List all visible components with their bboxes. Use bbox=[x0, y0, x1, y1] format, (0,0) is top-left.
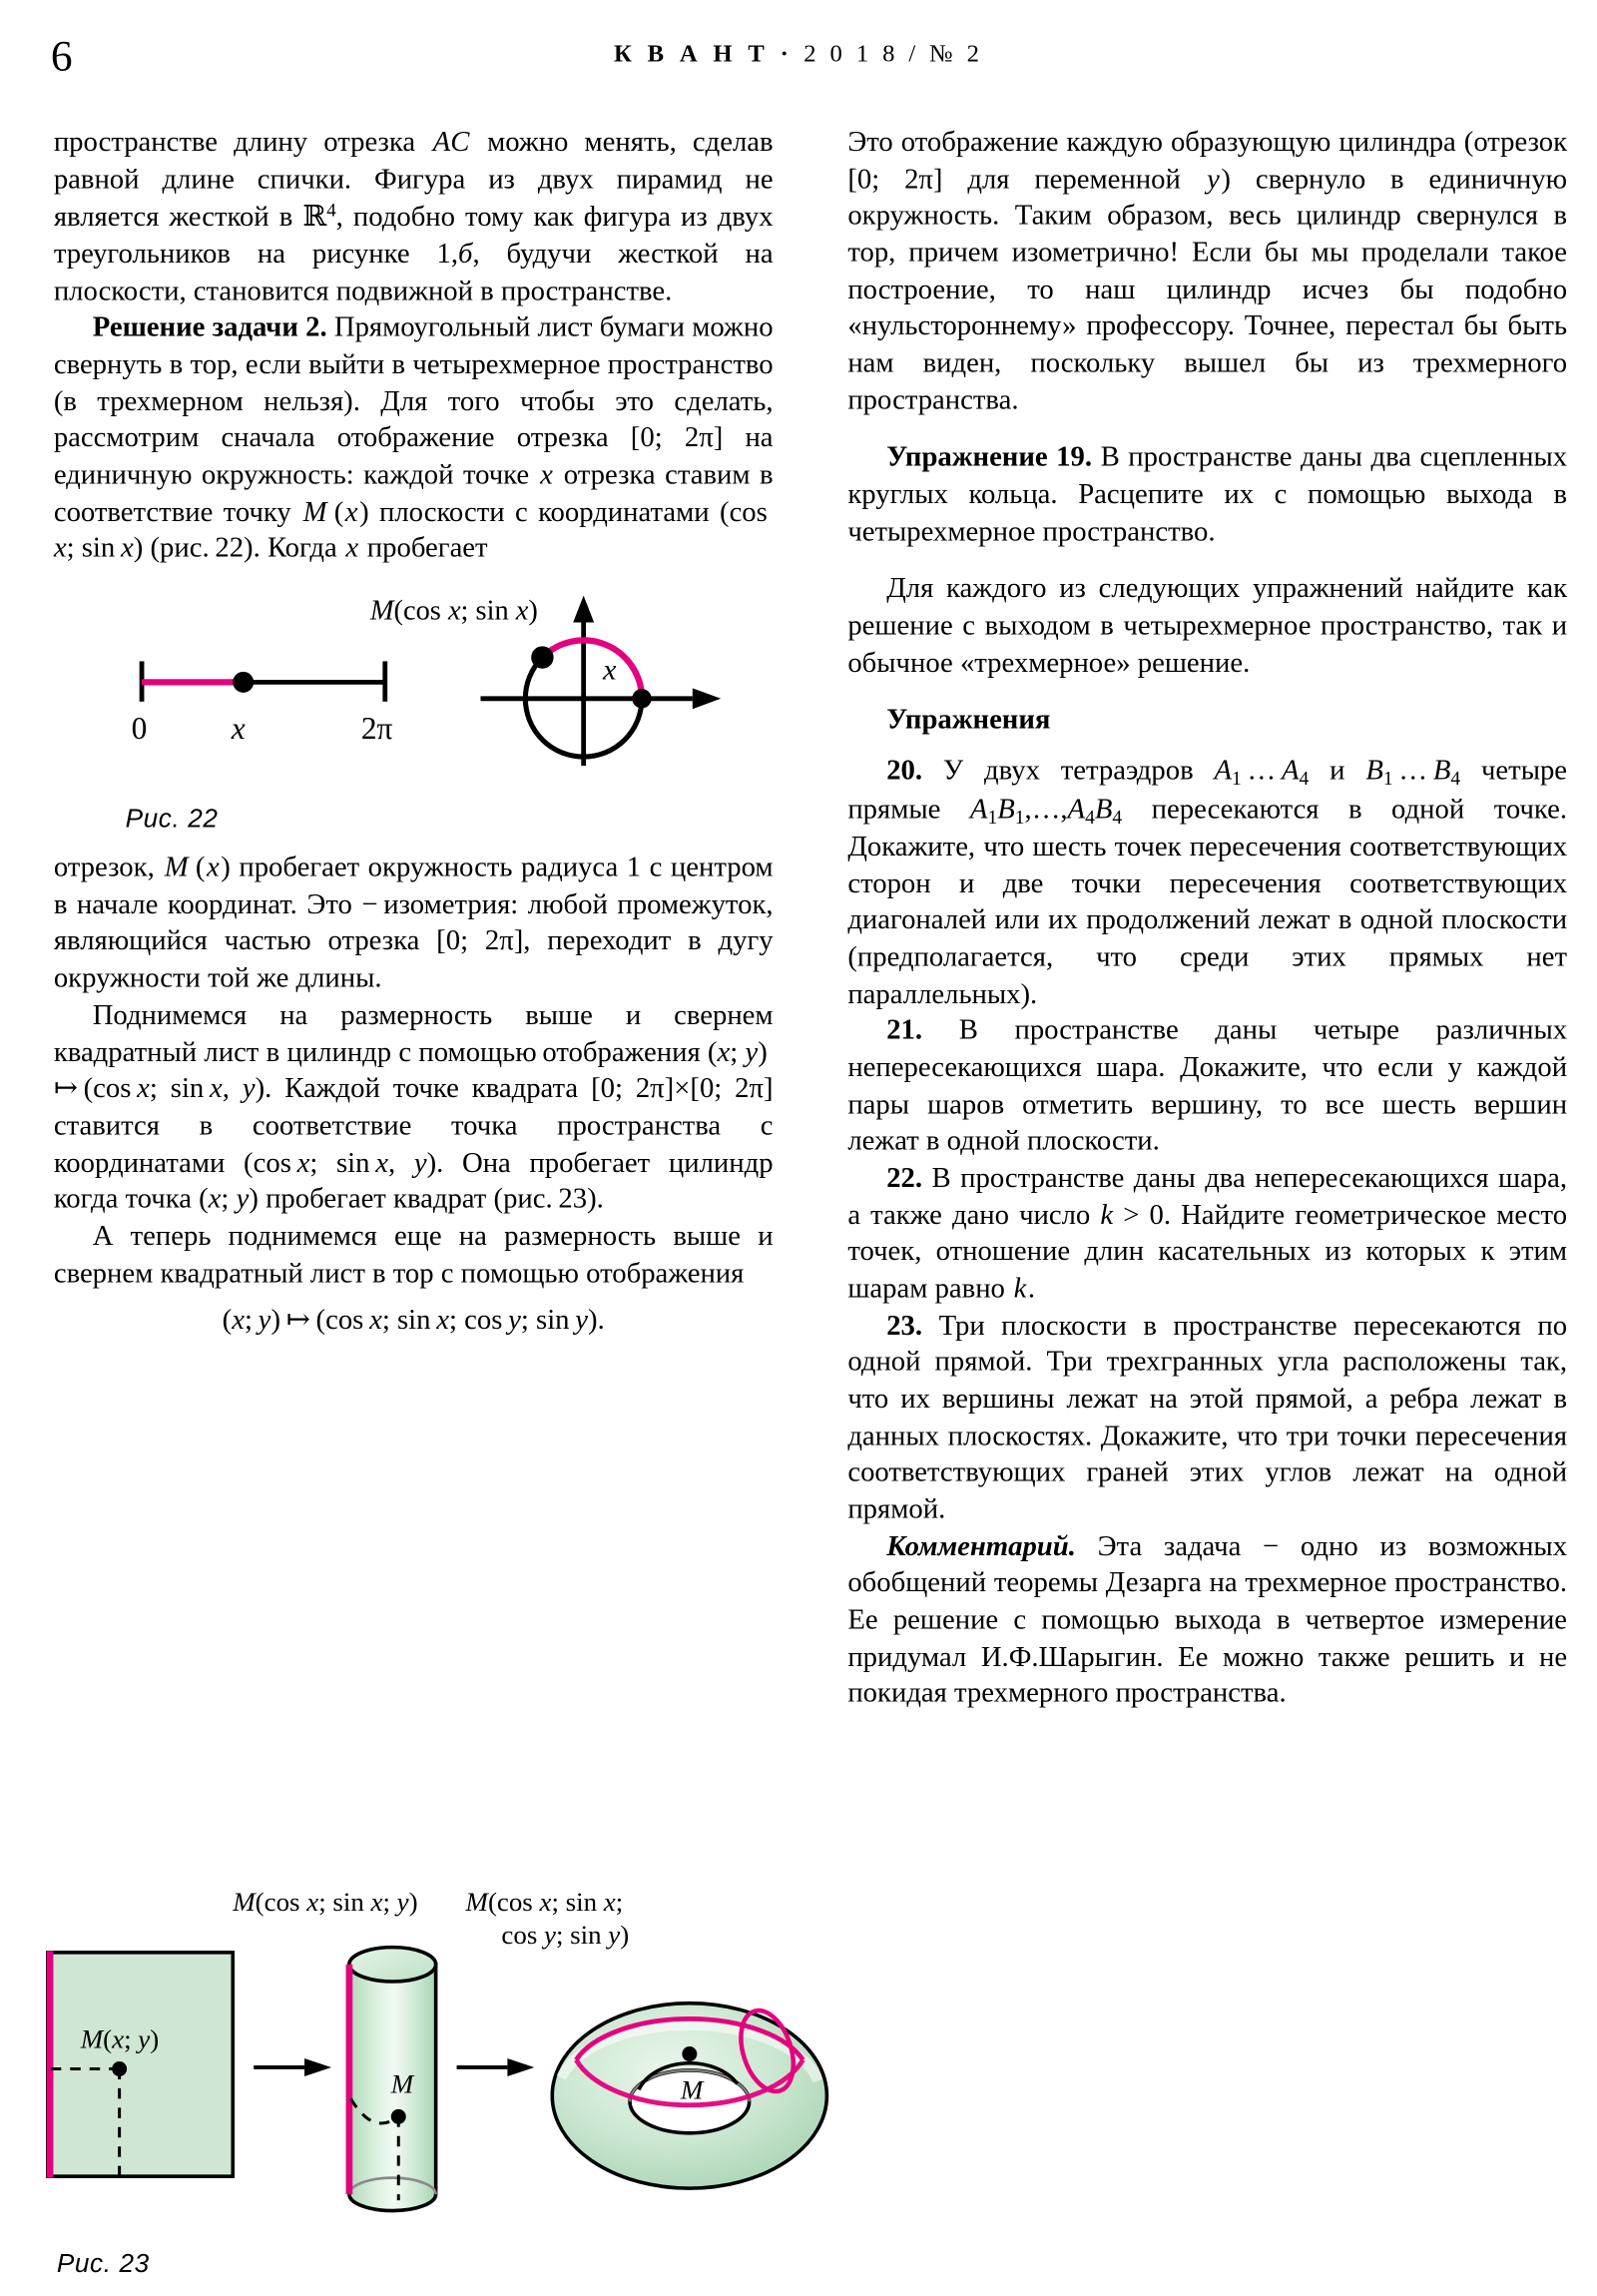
journal-title: К В А Н Т bbox=[614, 38, 770, 68]
segment-point-x bbox=[233, 672, 254, 693]
exercises-heading-wrap bbox=[847, 704, 1567, 741]
paragraph-continued: пространстве длину отрезка AC можно менять, сделав равной длине спички. Фигура из двух пирамид не является жесткой в ℝ$^4$, подобно тому как фигура из двух треугольников на рисунке 1,б, будучи жесткой на плоскости, становится подвижной в пространстве. bbox=[53, 127, 774, 307]
exercise-21-number: 21. bbox=[886, 1015, 923, 1047]
solution-heading: Решение задачи 2. bbox=[92, 312, 327, 344]
paragraph-torus: А теперь поднимемся еще на размерность выше и свернем квадратный лист в тор с помощью отображения bbox=[53, 1220, 774, 1290]
exercises-heading: Упражнения bbox=[886, 705, 1051, 737]
k-greater-zero: k > 0 bbox=[1100, 1199, 1164, 1232]
paragraph-after-fig22: отрезок, M (x) пробегает окружность радиуса 1 с центром в начале координат. Это − изометрия: любой промежуток, являющийся частью отрезка [0; 2π], переходит в дугу окружности той же длины. bbox=[53, 853, 774, 995]
page-header bbox=[0, 0, 1597, 93]
interval-y: [0; 2π] bbox=[847, 163, 943, 196]
var-x: x bbox=[540, 459, 553, 492]
circle-arc-highlight bbox=[542, 641, 642, 699]
exercise-22-number: 22. bbox=[886, 1162, 923, 1195]
var-y: y bbox=[1207, 163, 1220, 196]
point-xy: (x; y) bbox=[199, 1184, 259, 1216]
paragraph-cylinder: Поднимемся на размерность выше и свернем квадратный лист в цилиндр с помощью отображения (x; y) ↦ (cos x; sin x, y). Каждой точке квадрата [0; 2π]×[0; 2π] ставится в соответствие точка пространства с координатами (cos x; sin x, y). Она пробегает цилиндр когда точка (x; y) пробегает квадрат (рис. 23). bbox=[53, 999, 774, 1216]
exercise-19-text: В пространстве даны два сцепленных круглых кольца. Расцепите их с помощью выхода в четырехмерное пространство. bbox=[847, 442, 1568, 548]
solution-paragraph: Решение задачи 2. Прямоугольный лист бумаги можно свернуть в тор, если выйти в четырехмерное пространство (в трехмерном нельзя). Для того чтобы это сделать, рассмотрим сначала отображение отрезка [0; 2π] на единичную окружность: каждой точке x отрезка ставим в соответствие точку M (x) плоскости с координатами (cos x; sin x) (рис. 22). Когда x пробегает bbox=[53, 312, 774, 565]
circle-y-axis-arrow bbox=[573, 596, 594, 623]
figure-23-arrow-1-head bbox=[304, 2058, 331, 2076]
figure-23-torus-point bbox=[682, 2046, 697, 2061]
segment-label-2pi: 2π bbox=[360, 711, 393, 747]
circle-point-m bbox=[531, 647, 553, 669]
right-paragraph-2: Для каждого из следующих упражнений найдите как решение с выходом в четырехмерное пространство, так и обычное «трехмерное» решение. bbox=[847, 573, 1568, 679]
figure-23-graphic bbox=[36, 1869, 871, 2287]
figure-ref-1b: 1,б bbox=[436, 239, 473, 271]
tetra-a: $A_1$ … $A_4$ bbox=[1214, 755, 1310, 790]
exercise-20-number: 20. bbox=[886, 755, 923, 788]
figure-22 bbox=[54, 575, 774, 852]
point-m-x-3: M bbox=[164, 853, 189, 884]
figure-23-cylinder-label: M(cos x; sin x; y) bbox=[233, 1886, 418, 1917]
left-column bbox=[54, 126, 774, 1351]
interval-0-2pi: [0; 2π] bbox=[630, 422, 724, 455]
figure-23-square-point bbox=[112, 2061, 127, 2076]
circle-x-axis-arrow bbox=[693, 689, 721, 710]
exercise-20: 20. У двух тетраэдров $A_1$ … $A_4$ и $B_1$ … $B_4$ четыре прямые $A_1B_1,\dots,A_4B_4$ пересекаются в одной точке. Докажите, что шесть точек пересечения соответствующих сторон и две точки пересечения соответствующих диагоналей или их продолжений лежат в одной плоскости (предполагается, что среди этих прямых нет параллельных). bbox=[847, 755, 1568, 1010]
running-head bbox=[0, 39, 1597, 69]
figure-23-square-point-label: M(x; y) bbox=[80, 2023, 160, 2054]
figure-23-cylinder-point-label: M bbox=[390, 2068, 414, 2099]
circle-angle-label: x bbox=[603, 653, 617, 687]
exercise-19 bbox=[847, 441, 1567, 552]
point-m-of-x: M bbox=[302, 496, 327, 529]
figure-23-ref: (рис. 23) bbox=[493, 1184, 597, 1216]
exercise-23: 23. Три плоскости в пространстве пересекаются по одной прямой. Три трехгранных угла расположены так, что их вершины лежат на этой прямой, а ребра лежат в данных плоскостях. Докажите, что три точки пересечения соответствующих граней этих углов лежат на одной прямой. bbox=[847, 1310, 1568, 1526]
map-to-cylinder: (x; y) ↦ (cos x; sin x, y) bbox=[53, 1036, 774, 1105]
commentary: Комментарий. Эта задача − одно из возможных обобщений теоремы Дезарга на трехмерное пространство. Ее решение с помощью выхода в четвертое измерение придумал И.Ф.Шарыгин. Ее можно также решить и не покидая трехмерного пространства. bbox=[847, 1530, 1568, 1710]
figure-22-caption: Рис. 22 bbox=[125, 803, 219, 834]
figure-22-circle-label: M(cos x; sin x) bbox=[369, 595, 538, 627]
var-x-2: x bbox=[345, 533, 359, 565]
coords-cos-sin: (cos x; sin x) bbox=[53, 496, 774, 565]
segment-label-x: x bbox=[231, 711, 246, 747]
figure-23-torus-point-label: M bbox=[680, 2074, 704, 2105]
segment-ac: AC bbox=[432, 127, 470, 159]
header-separator: · bbox=[780, 38, 794, 68]
segment-label-0: 0 bbox=[131, 711, 148, 747]
issue-label: 2 0 1 8 / № 2 bbox=[803, 38, 983, 68]
exercise-23-number: 23. bbox=[886, 1310, 923, 1342]
right-column bbox=[847, 126, 1567, 1714]
figure-23-torus-label-line2: cos y; sin y) bbox=[501, 1919, 630, 1950]
lines-ab: $A_1B_1,\dots,A_4B_4$ bbox=[969, 793, 1123, 828]
square-domain: [0; 2π]×[0; 2π] bbox=[591, 1073, 774, 1105]
page-number: 6 bbox=[50, 32, 73, 81]
commentary-label: Комментарий. bbox=[886, 1530, 1076, 1563]
figure-23-cylinder-point bbox=[391, 2109, 406, 2124]
figure-23-cylinder-top bbox=[349, 1948, 436, 1982]
figure-23-arrow-2-head bbox=[507, 2058, 534, 2076]
r4-symbol: ℝ$^4$ bbox=[302, 200, 336, 234]
figure-23 bbox=[36, 1869, 871, 2287]
right-paragraph-1: Это отображение каждую образующую цилиндра (отрезок [0; 2π] для переменной y) свернуло в единичную окружность. Таким образом, весь цилиндр свернулся в тор, причем изометрично! Если бы мы проделали такое построение, то наш цилиндр исчез бы подобно «нульстороннему» профессору. Точнее, перестал бы быть нам виден, поскольку вышел бы из трехмерного пространства. bbox=[847, 127, 1568, 416]
interval-0-2pi-2: [0; 2π] bbox=[436, 925, 524, 958]
exercise-22: 22. В пространстве даны два непересекающихся шара, а также дано число k > 0. Найдите геометрическое место точек, отношение длин касательных из которых к этим шарам равно k. bbox=[847, 1162, 1568, 1305]
figure-23-caption: Рис. 23 bbox=[56, 2247, 150, 2278]
exercise-21-text: В пространстве даны четыре различных непересекающихся шара. Докажите, что если у каждой пары шаров отметить вершину, то все шесть вершин лежат в одной плоскости. bbox=[847, 1015, 1568, 1158]
exercise-19-label: Упражнение 19. bbox=[886, 442, 1093, 474]
display-formula: (x; y) ↦ (cos x; sin x; cos y; sin y). bbox=[222, 1305, 605, 1337]
k-value: k bbox=[1013, 1273, 1027, 1305]
circle-point-zero bbox=[632, 689, 651, 708]
figure-23-torus-label-line1: M(cos x; sin x; bbox=[465, 1886, 624, 1917]
figure-23-square bbox=[48, 1953, 233, 2176]
tetra-b: $B_1$ … $B_4$ bbox=[1365, 755, 1461, 790]
exercise-21 bbox=[847, 1014, 1567, 1162]
coords-cylinder: (cos x; sin x, y) bbox=[244, 1147, 437, 1179]
